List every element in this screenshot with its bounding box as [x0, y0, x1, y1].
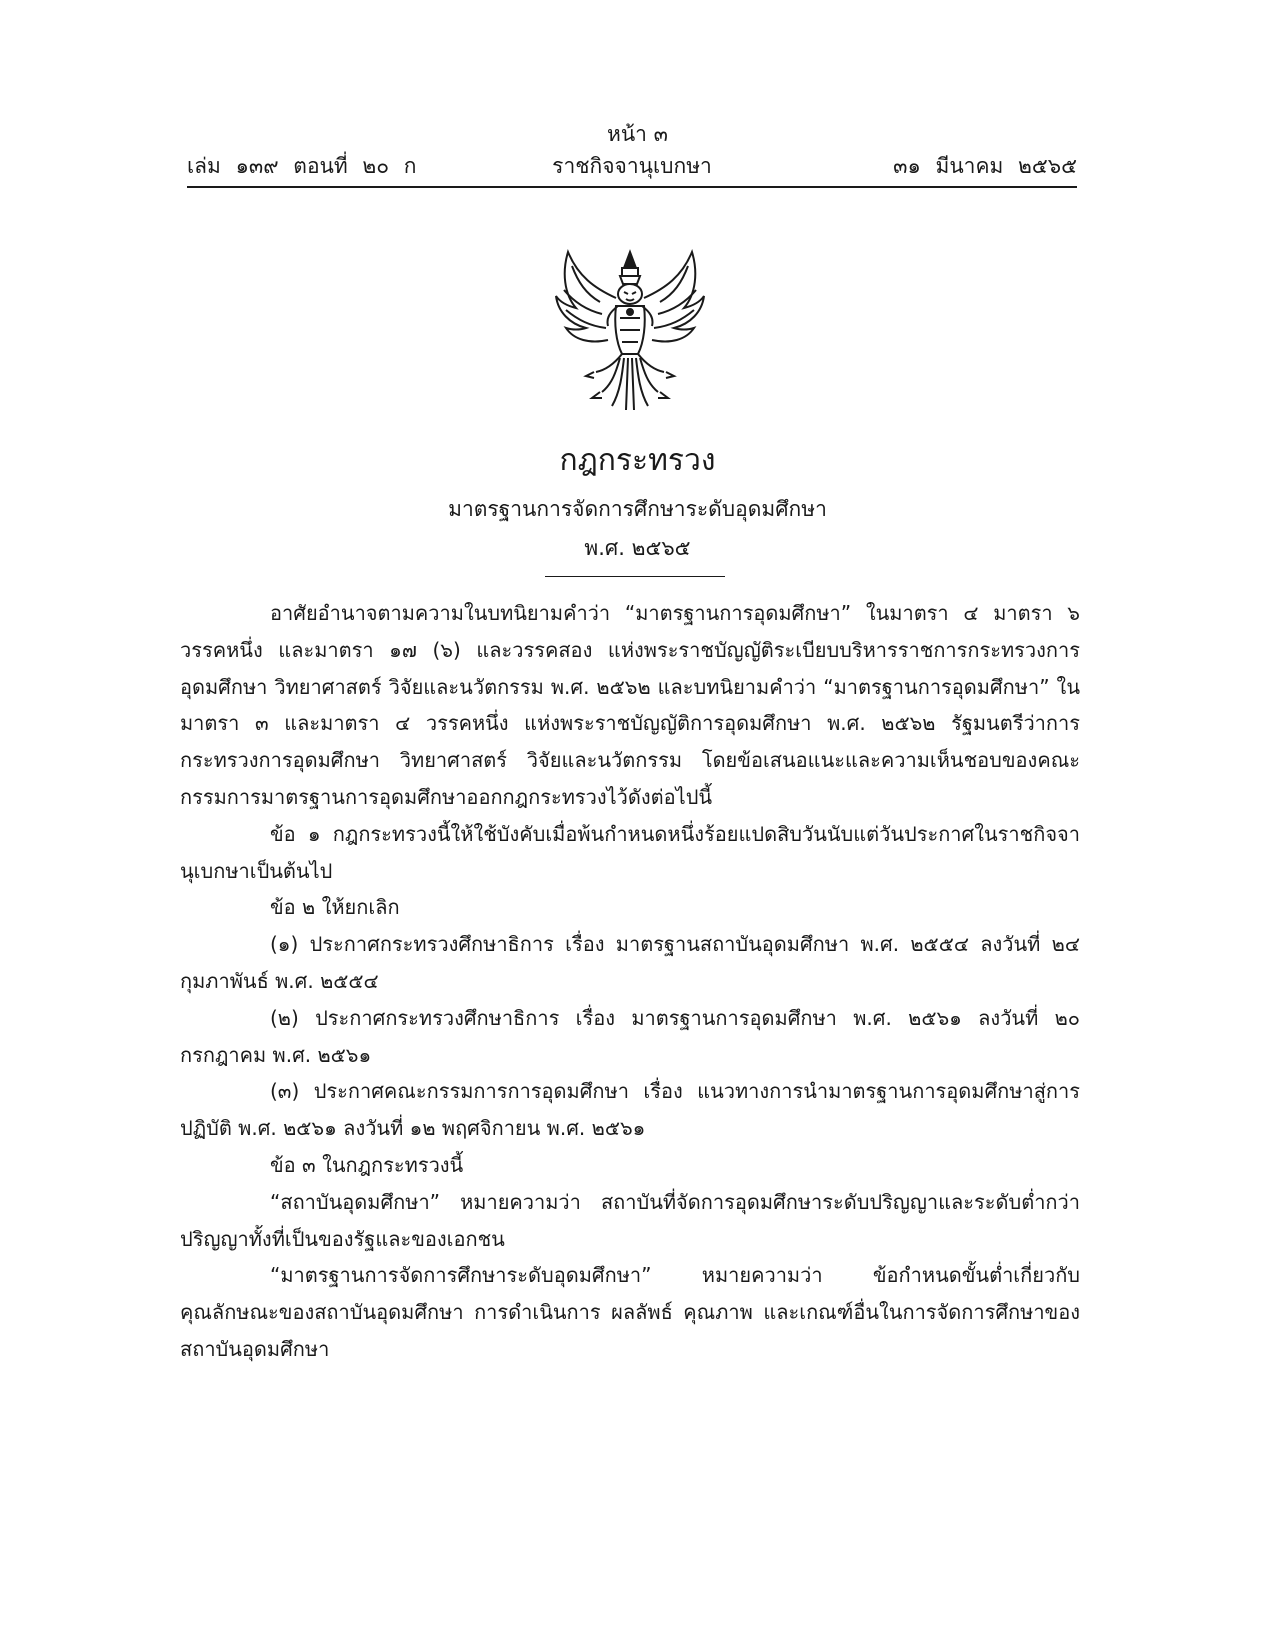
page-number: หน้า ๓ [606, 122, 669, 146]
clause-2-item-1: (๑) ประกาศกระทรวงศึกษาธิการ เรื่อง มาตรฐานสถาบันอุดมศึกษา พ.ศ. ๒๕๕๔ ลงวันที่ ๒๔ กุมภาพันธ์ พ.ศ. ๒๕๕๔ [180, 932, 1080, 993]
document-year: พ.ศ. ๒๕๖๕ [584, 536, 691, 560]
document-subtitle: มาตรฐานการจัดการศึกษาระดับอุดมศึกษา [448, 497, 827, 521]
gazette-name: ราชกิจจานุเบกษา [552, 154, 712, 178]
clause-2-item-2: (๒) ประกาศกระทรวงศึกษาธิการ เรื่อง มาตรฐานการอุดมศึกษา พ.ศ. ๒๕๖๑ ลงวันที่ ๒๐ กรกฎาคม พ.ศ. ๒๕๖๑ [180, 1005, 1080, 1067]
clause-2: ข้อ ๒ ให้ยกเลิก [270, 895, 400, 920]
publication-date: ๓๑ มีนาคม ๒๕๖๕ [893, 154, 1077, 178]
header-divider [187, 186, 1077, 188]
definition-institution: “สถาบันอุดมศึกษา” หมายความว่า สถาบันที่จัดการอุดมศึกษาระดับปริญญาและระดับต่ำกว่าปริญญาทั้งที่เป็นของรัฐและของเอกชน [180, 1189, 1080, 1251]
definition-standard: “มาตรฐานการจัดการศึกษาระดับอุดมศึกษา” หมายความว่า ข้อกำหนดขั้นต่ำเกี่ยวกับคุณลักษณะของสถาบันอุดมศึกษา การดำเนินการ ผลลัพธ์ คุณภาพ และเกณฑ์อื่นในการจัดการศึกษาของสถาบันอุดมศึกษา [180, 1263, 1080, 1361]
clause-3: ข้อ ๓ ในกฎกระทรวงนี้ [270, 1152, 464, 1177]
document-title: กฎกระทรวง [559, 443, 716, 478]
clause-1: ข้อ ๑ กฎกระทรวงนี้ให้ใช้บังคับเมื่อพ้นกำหนดหนึ่งร้อยแปดสิบวันนับแต่วันประกาศในราชกิจจานุเบกษาเป็นต้นไป [180, 821, 1080, 883]
gazette-header [187, 150, 1077, 178]
title-divider [545, 576, 725, 577]
volume-issue: เล่ม ๑๓๙ ตอนที่ ๒๐ ก [187, 154, 417, 178]
preamble-paragraph: อาศัยอำนาจตามความในบทนิยามคำว่า “มาตรฐานการอุดมศึกษา” ในมาตรา ๔ มาตรา ๖ วรรคหนึ่ง และมาตรา ๑๗ (๖) และวรรคสอง แห่งพระราชบัญญัติระเบียบบริหารราชการกระทรวงการอุดมศึกษา วิทยาศาสตร์ วิจัยและนวัตกรรม พ.ศ. ๒๕๖๒ และบทนิยามคำว่า “มาตรฐานการอุดมศึกษา” ในมาตรา ๓ และมาตรา ๔ วรรคหนึ่ง แห่งพระราชบัญญัติการอุดมศึกษา พ.ศ. ๒๕๖๒ รัฐมนตรีว่าการกระทรวงการอุดมศึกษา วิทยาศาสตร์ วิจัยและนวัตกรรม โดยข้อเสนอแนะและความเห็นชอบของคณะกรรมการมาตรฐานการอุดมศึกษาออกกฎกระทรวงไว้ดังต่อไปนี้ [180, 601, 1080, 809]
garuda-emblem-icon [550, 246, 710, 416]
clause-2-item-3: (๓) ประกาศคณะกรรมการการอุดมศึกษา เรื่อง แนวทางการนำมาตรฐานการอุดมศึกษาสู่การปฏิบัติ พ.ศ. ๒๕๖๑ ลงวันที่ ๑๒ พฤศจิกายน พ.ศ. ๒๕๖๑ [180, 1079, 1080, 1141]
document-body [180, 595, 1080, 1368]
